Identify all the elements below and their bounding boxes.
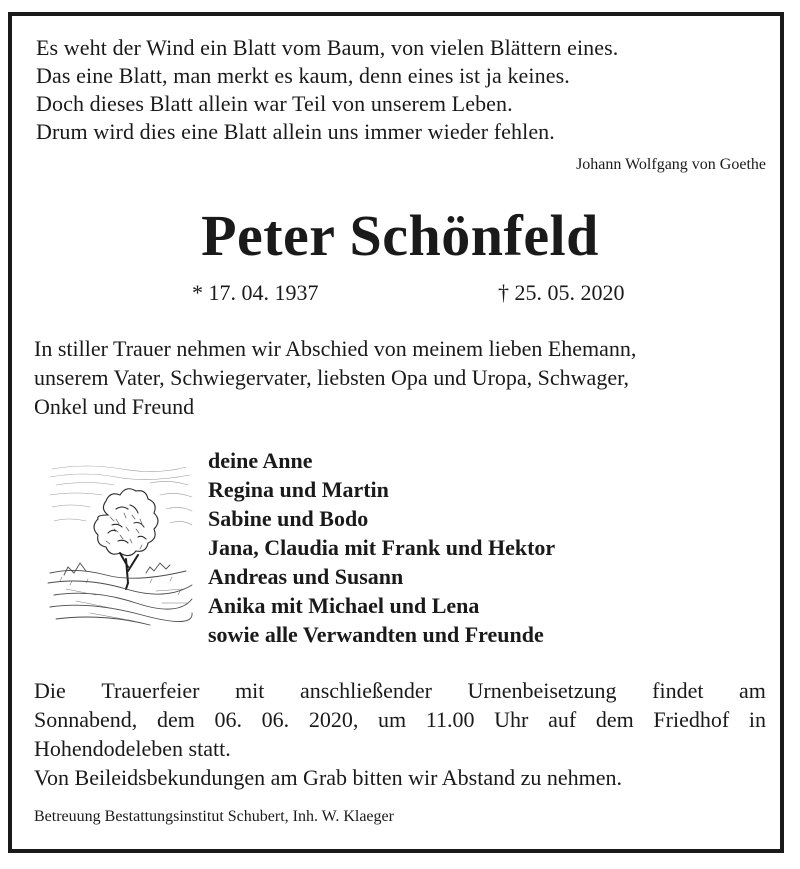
ceremony-word: Die xyxy=(34,678,66,703)
ceremony-word: anschließender xyxy=(299,678,432,703)
mourner-entry: Jana, Claudia mit Frank und Hektor xyxy=(208,535,556,560)
mourners-list xyxy=(208,446,555,649)
mourner-entry: Andreas und Susann xyxy=(208,564,404,589)
ceremony-word: um xyxy=(378,707,407,732)
ceremony-word: 2020, xyxy=(308,707,359,732)
death-date: † 25. 05. 2020 xyxy=(498,280,625,305)
deceased-name: Peter Schönfeld xyxy=(201,203,599,268)
poem-line: Es weht der Wind ein Blatt vom Baum, von vielen Blättern eines. xyxy=(36,35,619,60)
mourner-entry: Sabine und Bodo xyxy=(208,506,369,531)
ceremony-word: dem xyxy=(595,707,634,732)
ceremony-word: am xyxy=(739,678,766,703)
poem-author: Johann Wolfgang von Goethe xyxy=(576,156,766,173)
mourner-entry: Regina und Martin xyxy=(208,477,389,502)
ceremony-word: mit xyxy=(235,678,265,703)
poem-line: Das eine Blatt, man merkt es kaum, denn eines ist ja keines. xyxy=(36,63,570,88)
mourner-entry: Anika mit Michael und Lena xyxy=(208,593,480,618)
mourner-entry: deine Anne xyxy=(208,448,313,473)
ceremony-word: Trauerfeier xyxy=(101,678,200,703)
ceremony-word: dem xyxy=(156,707,195,732)
ceremony-word: 11.00 xyxy=(425,707,475,732)
ceremony-word: 06. xyxy=(214,707,242,732)
ceremony-word: Urnenbeisetzung xyxy=(467,678,617,703)
ceremony-line-2 xyxy=(34,705,766,734)
ceremony-line-4: Von Beileidsbekundungen am Grab bitten wir Abstand zu nehmen. xyxy=(34,765,622,790)
ceremony-word: findet xyxy=(652,678,704,703)
poem xyxy=(36,34,618,146)
birth-date: * 17. 04. 1937 xyxy=(192,280,319,305)
ceremony-word: Uhr xyxy=(494,707,529,732)
ceremony-line-1 xyxy=(34,676,766,705)
funeral-home-credit: Betreuung Bestattungsinstitut Schubert, Inh. W. Klaeger xyxy=(34,808,394,825)
ceremony-word: 06. xyxy=(261,707,290,732)
ceremony-word: Sonnabend, xyxy=(34,707,138,732)
poem-line: Doch dieses Blatt allein war Teil von unserem Leben. xyxy=(36,91,513,116)
ceremony-word: auf xyxy=(548,707,577,732)
tree-landscape-icon xyxy=(46,455,194,630)
ceremony-line-3: Hohendodeleben statt. xyxy=(34,736,231,761)
intro-line: unserem Vater, Schwiegervater, liebsten Opa und Uropa, Schwager, xyxy=(34,365,630,390)
intro-line: In stiller Trauer nehmen wir Abschied von meinem lieben Ehemann, xyxy=(34,336,637,361)
intro-text xyxy=(34,334,768,421)
ceremony-word: in xyxy=(748,707,766,732)
intro-line: Onkel und Freund xyxy=(34,394,195,419)
mourner-entry: sowie alle Verwandten und Freunde xyxy=(208,622,544,647)
ceremony-text xyxy=(34,676,766,792)
ceremony-word: Friedhof xyxy=(653,707,730,732)
poem-line: Drum wird dies eine Blatt allein uns immer wieder fehlen. xyxy=(36,119,555,144)
